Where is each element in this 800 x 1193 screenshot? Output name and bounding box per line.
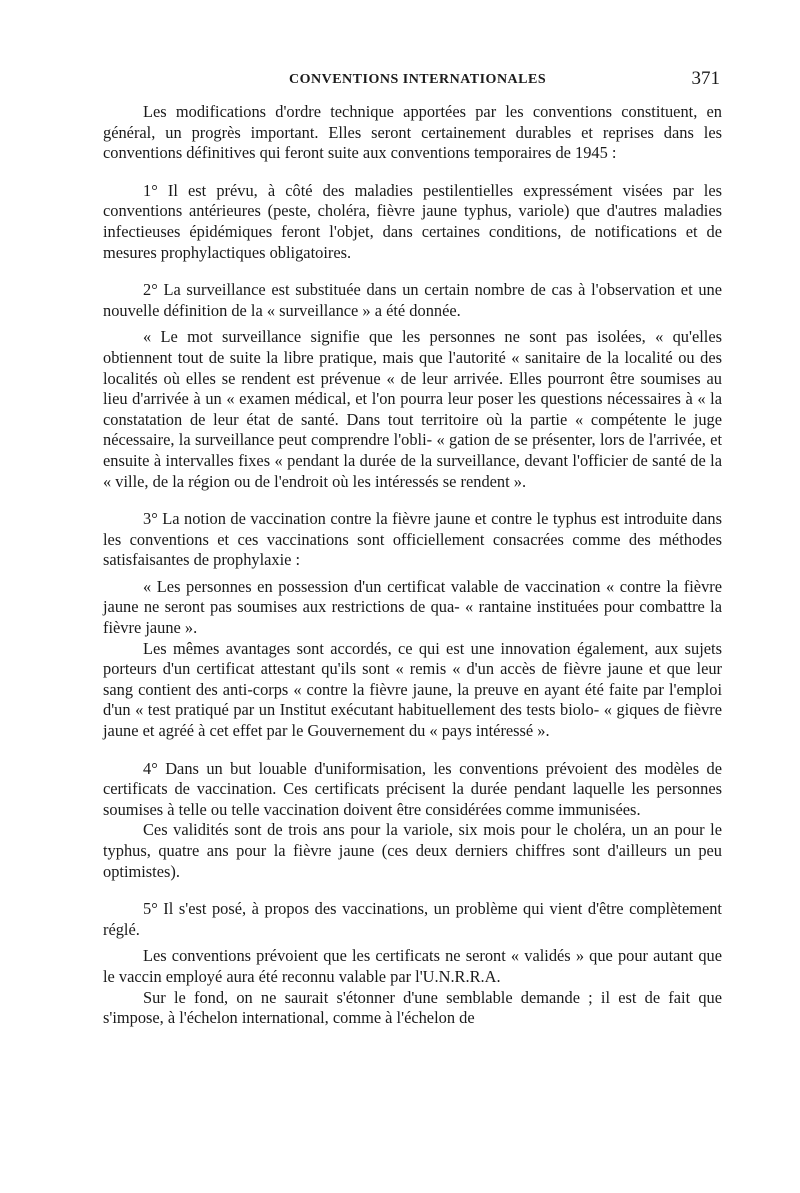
paragraph-point-1: 1° Il est prévu, à côté des maladies pestilentielles expressément visées par les conventions antérieures (peste, choléra, fièvre jaune typhus, variole) que d'autres maladies infectieuses épidémiques feront l'objet, dans certaines conditions, de notifications et de mesures prophylactiques obligatoires. xyxy=(103,180,722,262)
paragraph-point-4: 4° Dans un but louable d'uniformisation, les conventions prévoient des modèles de certificats de vaccination. Ces certificats précisent la durée pendant laquelle les personnes soumises à telle ou telle vaccination doivent être considérées comme immunisées. xyxy=(103,758,722,819)
paragraph-same-advantages: Les mêmes avantages sont accordés, ce qui est une innovation également, aux sujets porteurs d'un certificat attestant qu'ils sont « remis « d'un accès de fièvre jaune et que leur sang contient des anti-corps « contre la fièvre jaune, la preuve en ayant été faite par l'emploi d'un « test pratiqué par un Institut exécutant habituellement des tests biolo- « giques de fièvre jaune et agréé à cet effet par le Gouvernement du « pays intéressé ». xyxy=(103,638,722,741)
paragraph-surveillance-quote: « Le mot surveillance signifie que les personnes ne sont pas isolées, « qu'elles obtiennent tout de suite la libre pratique, mais que l'autorité « sanitaire de la localité ou des localités où elles se rendent est prévenue « de leur arrivée. Elles pourront être soumises au lieu d'arrivée à un « examen médical, et l'on pourra leur poser les questions nécessaires à « la constatation de leur état de santé. Dans tout territoire où la partie « compétente le juge nécessaire, la surveillance peut comprendre l'obli- « gation de se présenter, lors de l'arrivée, et ensuite à intervalles fixes « pendant la durée de la surveillance, devant l'officier de santé de la « ville, de la région ou de l'endroit où les intéressés se rendent ». xyxy=(103,327,722,491)
running-head xyxy=(103,62,722,102)
paragraph-validities: Ces validités sont de trois ans pour la variole, six mois pour le choléra, un an pour le typhus, quatre ans pour la fièvre jaune (ces deux derniers chiffres sont d'ailleurs un peu optimistes). xyxy=(103,820,722,881)
paragraph-conventions-validated: Les conventions prévoient que les certificats ne seront « validés » que pour autant que le vaccin employé aura été reconnu valable par l'U.N.R.R.A. xyxy=(103,946,722,986)
paragraph-vaccination-quote: « Les personnes en possession d'un certificat valable de vaccination « contre la fièvre jaune ne seront pas soumises aux restrictions de qua- « rantaine instituées pour combattre la fièvre jaune ». xyxy=(103,576,722,638)
body-text xyxy=(103,102,722,1029)
paragraph-on-substance: Sur le fond, on ne saurait s'étonner d'une semblable demande ; il est de fait que s'impose, à l'échelon international, comme à l'échelon de xyxy=(103,987,722,1028)
running-title: CONVENTIONS INTERNATIONALES xyxy=(289,72,547,87)
paragraph-point-3: 3° La notion de vaccination contre la fièvre jaune et contre le typhus est introduite dans les conventions et ces vaccinations sont officiellement consacrées comme des méthodes satisfaisantes de prophylaxie : xyxy=(103,509,722,570)
page-number: 371 xyxy=(691,68,720,89)
paragraph-point-5: 5° Il s'est posé, à propos des vaccinations, un problème qui vient d'être complètement réglé. xyxy=(103,899,722,939)
paragraph-intro: Les modifications d'ordre technique apportées par les conventions constituent, en général, un progrès important. Elles seront certainement durables et reprises dans les conventions définitives qui feront suite aux conventions temporaires de 1945 : xyxy=(103,102,722,163)
paragraph-point-2: 2° La surveillance est substituée dans un certain nombre de cas à l'observation et une nouvelle définition de la « surveillance » a été donnée. xyxy=(103,280,722,320)
